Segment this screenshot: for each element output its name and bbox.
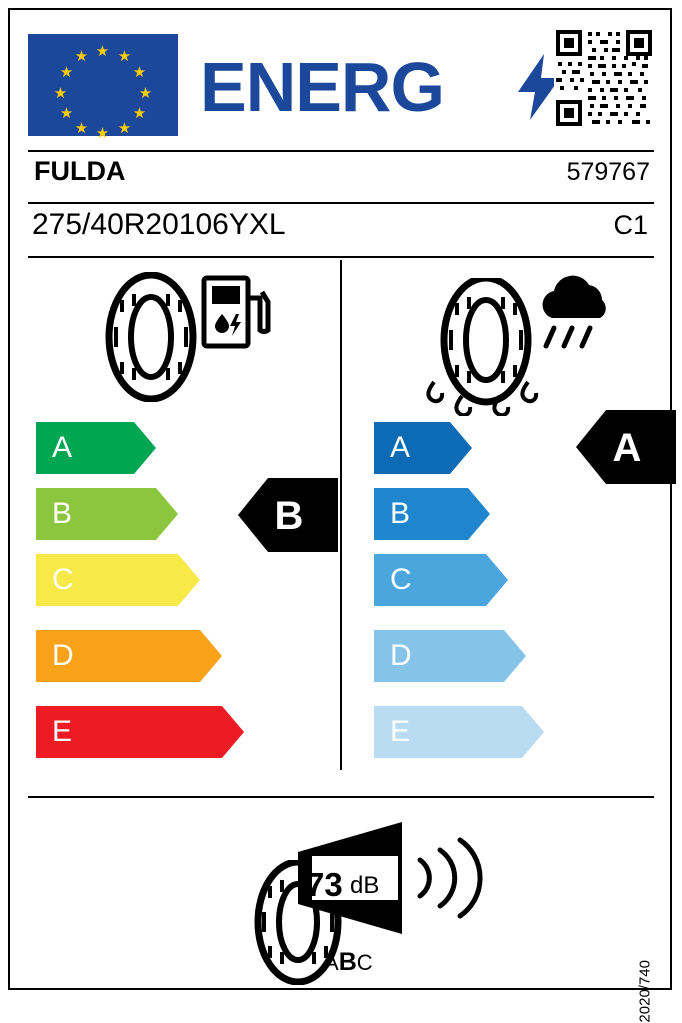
fuel-grade-row [36, 630, 222, 682]
wet-tyre-icon [424, 278, 544, 416]
wet-grade-letter: D [390, 639, 412, 672]
wet-grade-letter: E [390, 715, 411, 748]
tyre-icon [96, 272, 206, 402]
fuel-grade-row [36, 422, 156, 474]
date-code: 2020/740 [637, 960, 654, 1023]
fuel-grade-row [36, 706, 244, 758]
energy-wordmark: ENERG [200, 48, 444, 126]
rain-cloud-icon [532, 272, 622, 362]
fuel-rating-letter: B [274, 494, 304, 538]
fuel-grade-letter: D [52, 639, 74, 672]
wet-grade-shape-a [374, 422, 472, 474]
wet-grade-row [374, 422, 472, 474]
fuel-rating-badge [238, 478, 324, 552]
fuel-grade-letter: E [52, 715, 73, 748]
label-header [28, 28, 654, 142]
divider-brand [28, 202, 654, 204]
fuel-grade-letter: B [52, 497, 73, 530]
wet-grade-letter: C [390, 563, 412, 596]
noise-class-scale [324, 948, 373, 977]
wet-grade-row [374, 554, 508, 606]
panel-divider [340, 260, 342, 770]
noise-class-current: B [338, 948, 357, 976]
fuel-grade-letter: C [52, 563, 74, 596]
fuel-pump-icon [200, 272, 272, 352]
tyre-class: C1 [613, 210, 648, 240]
energy-label-card [8, 8, 672, 1023]
size-row [28, 206, 654, 252]
divider-size [28, 256, 654, 258]
fuel-grade-row [36, 554, 200, 606]
divider-noise [28, 796, 654, 798]
wet-rating-letter: A [612, 426, 642, 470]
noise-db-unit: dB [350, 872, 380, 899]
fuel-grade-letter: A [52, 431, 73, 464]
wet-grade-row [374, 488, 490, 540]
wet-grade-letter: B [390, 497, 411, 530]
qr-code-icon [554, 28, 654, 128]
brand-row [28, 152, 654, 194]
brand-name: FULDA [34, 156, 126, 186]
wet-grade-row [374, 706, 544, 758]
wet-rating-badge [576, 410, 662, 484]
noise-db-value: 73 [306, 866, 343, 903]
article-number: 579767 [566, 158, 650, 186]
wet-grade-row [374, 630, 526, 682]
wet-grade-letter: A [390, 431, 411, 464]
fuel-grade-row [36, 488, 178, 540]
tyre-size: 275/40R20106YXL [32, 208, 286, 241]
eu-flag-icon: ★ ★ ★ ★ ★ ★ ★ ★ ★ ★ ★ ★ [28, 34, 178, 136]
noise-class-c: C [356, 950, 373, 975]
noise-class-a: A [324, 950, 339, 975]
